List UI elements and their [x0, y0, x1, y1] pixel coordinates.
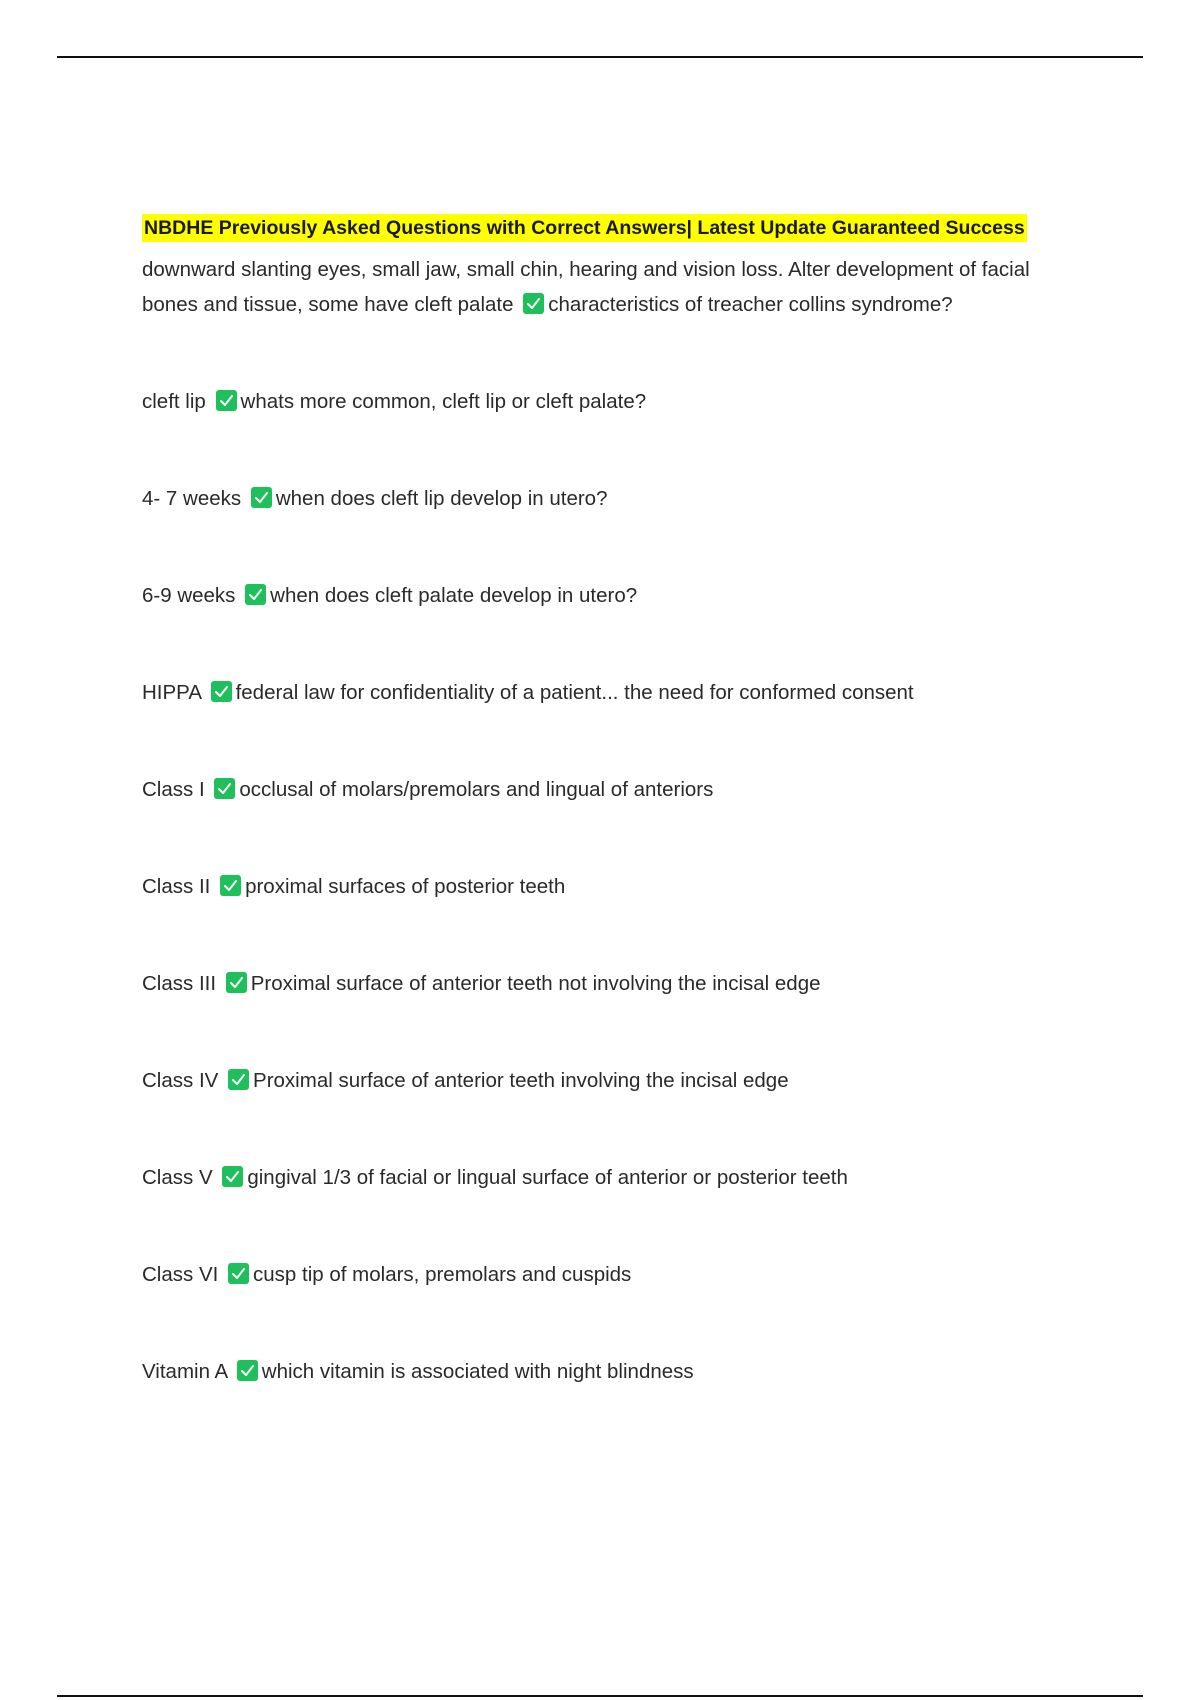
question-text: occlusal of molars/premolars and lingual of anteriors: [239, 778, 714, 801]
checkmark-icon: [216, 390, 237, 411]
document-body: [142, 214, 1062, 1389]
answer-text: Class V: [142, 1166, 213, 1189]
checkmark-icon: [237, 1360, 258, 1381]
answer-text: Class I: [142, 778, 205, 801]
checkmark-icon: [251, 487, 272, 508]
qa-list: [142, 252, 1062, 1389]
question-text: gingival 1/3 of facial or lingual surface of anterior or posterior teeth: [247, 1166, 848, 1189]
qa-item: [142, 1063, 1062, 1098]
qa-item: [142, 481, 1062, 516]
checkmark-icon: [211, 681, 232, 702]
question-text: proximal surfaces of posterior teeth: [245, 875, 566, 898]
answer-text: cleft lip: [142, 390, 206, 413]
qa-item: [142, 1354, 1062, 1389]
checkmark-icon: [226, 972, 247, 993]
qa-item: [142, 772, 1062, 807]
qa-item: [142, 1160, 1062, 1195]
qa-item: [142, 966, 1062, 1001]
question-text: cusp tip of molars, premolars and cuspids: [253, 1263, 632, 1286]
answer-text: Class III: [142, 972, 217, 995]
qa-item: [142, 252, 1062, 322]
document-title: NBDHE Previously Asked Questions with Correct Answers| Latest Update Guaranteed Success: [142, 214, 1027, 242]
answer-text: Class VI: [142, 1263, 219, 1286]
qa-item: [142, 384, 1062, 419]
checkmark-icon: [220, 875, 241, 896]
checkmark-icon: [523, 293, 544, 314]
question-text: when does cleft lip develop in utero?: [275, 487, 608, 510]
checkmark-icon: [228, 1069, 249, 1090]
qa-item: [142, 578, 1062, 613]
qa-item: [142, 869, 1062, 904]
answer-text: downward slanting eyes, small jaw, small chin, hearing and vision loss. Alter development of facial bones and tissue, some have cleft palate: [142, 258, 1030, 316]
footer-rule: [57, 1695, 1143, 1697]
question-text: which vitamin is associated with night blindness: [261, 1360, 694, 1383]
qa-item: [142, 675, 1062, 710]
question-text: characteristics of treacher collins syndrome?: [548, 293, 953, 316]
answer-text: 6-9 weeks: [142, 584, 236, 607]
checkmark-icon: [214, 778, 235, 799]
answer-text: Class IV: [142, 1069, 219, 1092]
question-text: when does cleft palate develop in utero?: [270, 584, 638, 607]
question-text: whats more common, cleft lip or cleft palate?: [240, 390, 647, 413]
checkmark-icon: [228, 1263, 249, 1284]
qa-item: [142, 1257, 1062, 1292]
question-text: Proximal surface of anterior teeth involving the incisal edge: [253, 1069, 789, 1092]
checkmark-icon: [222, 1166, 243, 1187]
question-text: Proximal surface of anterior teeth not involving the incisal edge: [250, 972, 821, 995]
answer-text: Class II: [142, 875, 211, 898]
question-text: federal law for confidentiality of a patient... the need for conformed consent: [235, 681, 914, 704]
header-rule: [57, 56, 1143, 58]
checkmark-icon: [245, 584, 266, 605]
answer-text: HIPPA: [142, 681, 201, 704]
answer-text: 4- 7 weeks: [142, 487, 242, 510]
answer-text: Vitamin A: [142, 1360, 228, 1383]
